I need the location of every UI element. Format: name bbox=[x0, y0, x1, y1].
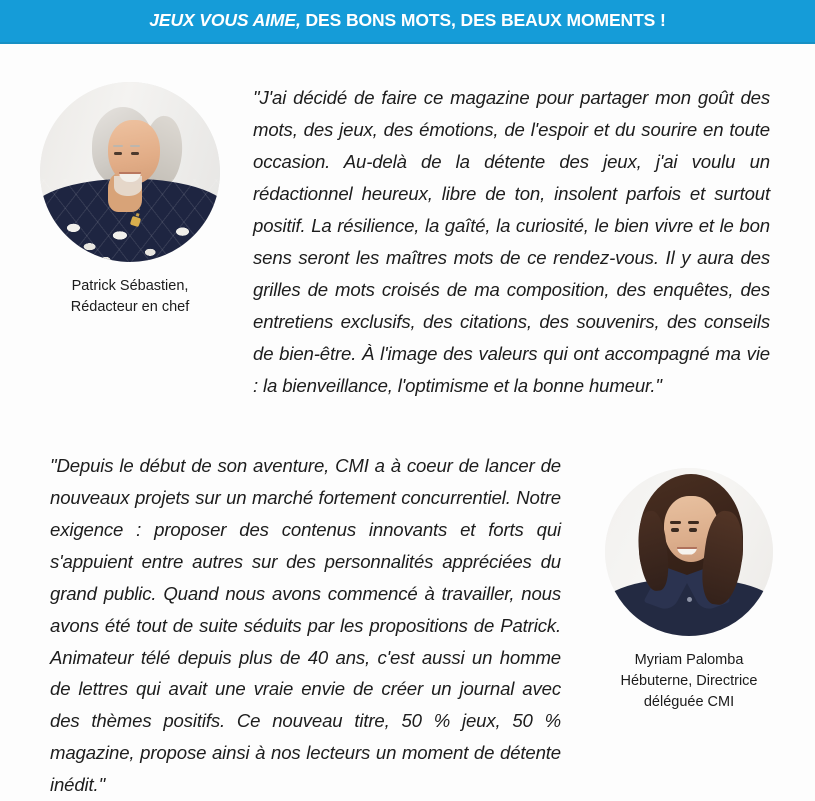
banner-title bbox=[149, 12, 666, 30]
person-block-myriam-palomba bbox=[583, 450, 795, 713]
quote-text-patrick-sebastien: "J'ai décidé de faire ce magazine pour partager mon goût des mots, des jeux, des émotions, de l'espoir et du sourire en toute occasion. Au-delà de la détente des jeux, j'ai voulu un rédactionnel heureux, libre de ton, insolent parfois et surtout positif. La résilience, la gaîté, la curiosité, le bien vivre et le bon sens seront les maîtres mots de ce rendez-vous. Il y aura des grilles de mots croisés de ma composition, des enquêtes, des entretiens exclusifs, des citations, des souvenirs, des conseils de bien-être. À l'image des valeurs qui ont accompagné ma vie : la bienveillance, l'optimisme et la bonne humeur." bbox=[253, 87, 770, 396]
avatar-myriam-palomba bbox=[605, 468, 773, 636]
page-content bbox=[0, 44, 815, 801]
eye-left bbox=[671, 528, 679, 532]
person-block-patrick-sebastien bbox=[35, 82, 225, 318]
testimonial-patrick-sebastien bbox=[0, 44, 815, 402]
caption-line-name: Myriam Palomba bbox=[634, 651, 744, 668]
header-banner bbox=[0, 0, 815, 44]
caption-line-role-1: Hébuterne, Directrice bbox=[620, 672, 758, 689]
eye-right bbox=[131, 152, 139, 155]
eyebrow-right bbox=[130, 145, 140, 147]
banner-title-rest: DES BONS MOTS, DES BEAUX MOMENTS ! bbox=[300, 10, 666, 31]
testimonial-myriam-palomba bbox=[0, 402, 815, 801]
avatar-patrick-sebastien bbox=[40, 82, 220, 262]
eyebrow-left bbox=[670, 521, 681, 524]
eye-left bbox=[114, 152, 122, 155]
eyebrow-left bbox=[113, 145, 123, 147]
caption-line-role-2: déléguée CMI bbox=[643, 693, 735, 710]
quote-text-myriam-palomba: "Depuis le début de son aventure, CMI a à coeur de lancer de nouveaux projets sur un marché fortement concurrentiel. Notre exigence : proposer des contenus innovants et forts qui s'appuient entre autres sur des personnalités appréciées du grand public. Quand nous avons commencé à travailler, nous avons été tout de suite séduits par les propositions de Patrick. Animateur télé depuis plus de 40 ans, c'est aussi un homme de lettres qui avait une vraie envie de créer un journal avec des thèmes positifs. Ce nouveau titre, 50 % jeux, 50 % magazine, propose ainsi à nos lecteurs un moment de détente inédit." bbox=[50, 454, 561, 796]
caption-patrick-sebastien bbox=[71, 276, 190, 318]
caption-line-role: Rédacteur en chef bbox=[70, 299, 190, 316]
banner-title-emphasis: JEUX VOUS AIME, bbox=[149, 10, 301, 31]
eyebrow-right bbox=[688, 521, 699, 524]
caption-line-name: Patrick Sébastien, bbox=[71, 278, 189, 294]
caption-myriam-palomba bbox=[621, 650, 758, 713]
eye-right bbox=[689, 528, 697, 532]
